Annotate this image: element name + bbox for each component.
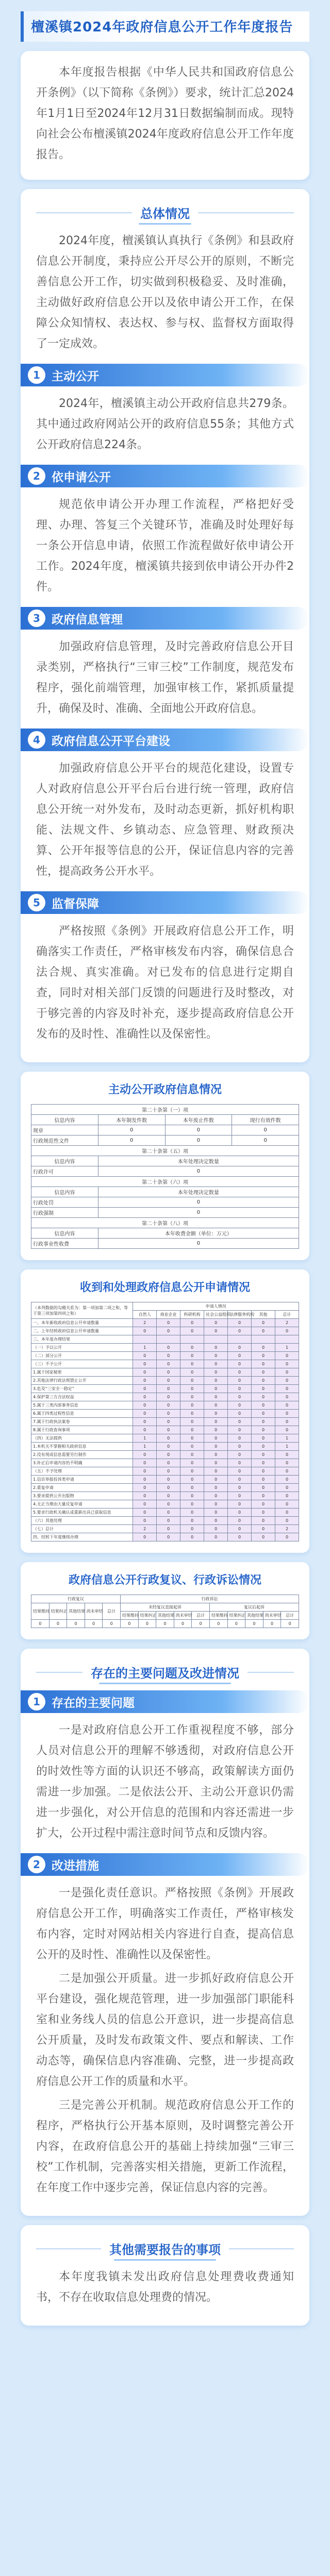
- table-row: 2.其他法律行政法规禁止公开 0 0 0 0 0 0 0: [31, 1377, 299, 1385]
- other-text: 本年度我镇未发出政府信息处理费收费通知书，不存在收取信息处理费的情况。: [36, 2270, 294, 2304]
- table-row: 三、本年度办理结果: [31, 1335, 299, 1344]
- table-row: （六）其他处理 0 0 0 0 0 0 0: [31, 1517, 299, 1525]
- subsection-header-4: 4 政府信息公开平台建设: [21, 728, 309, 751]
- subsection-text-1: 2024年，檀溪镇主动公开政府信息共279条。其中通过政府网站公开的政府信息55条；其他方式公开政府信息224条。: [36, 397, 294, 451]
- table-row: （五）不予处理 0 0 0 0 0 0 0: [31, 1467, 299, 1476]
- subsection-text-3: 加强政府信息管理，及时完善政府信息公开目录类别，严格执行“三审三校”工作制度，规范发布程序，强化前端管理，加强审核工作，紧抓质量提升，确保及时、准确、全面地公开政府信息。: [36, 640, 294, 715]
- table-row: （一）予以公开 1 0 0 0 0 0 1: [31, 1344, 299, 1352]
- improve-text-2: 二是加强公开质量。进一步抓好政府信息公开平台建设，强化规范管理，进一步加强部门职能科室和业务线人员的信息公开意识，进一步提高信息公开质量，及时发布政策文件、要点和解读、工作动态等，确保信息内容准确、完整，进一步提高政府信息公开工作的质量和水平。: [36, 1972, 294, 2088]
- subsection-header-1: 1 主动公开: [21, 364, 309, 386]
- intro-card: [21, 51, 309, 180]
- table-row: 2.重复申请 0 0 0 0 0 0 0: [31, 1484, 299, 1492]
- problems-subheader-1: 1 存在的主要问题: [21, 1690, 309, 1713]
- table-row: （四）无法提供 1 0 0 0 0 0 1: [31, 1434, 299, 1443]
- table-row: 3.危及“三安全一稳定” 0 0 0 0 0 0 0: [31, 1385, 299, 1393]
- table-row: 3.补正后申请内容仍不明确 0 0 0 0 0 0 0: [31, 1459, 299, 1467]
- table-row: 7.属于行政执法案卷 0 0 0 0 0 0 0: [31, 1418, 299, 1426]
- table1: 第二十条第（一）项 信息内容 本年制发件数 本年废止件数 现行有效件数 规章 0 0 0 行政规范性文件 0 0 0 第二十条第（五）项 信息内容 本年处理决定数量 行政许可 0 第二十条第（六）项 信息内容 本年处理决定数量 行政处罚 0 行政强制 0 第二十条第（八）项 信息内容 本年收费金额（单位：万元） 行政事业性收费 0: [31, 1104, 299, 1249]
- table-row: 5.属于三类内部事务信息 0 0 0 0 0 0 0: [31, 1401, 299, 1410]
- subsection-text-5: 严格按照《条例》开展政府信息公开工作，明确落实工作责任，严格审核发布内容，确保信息合法合规、真实准确。对已发布的信息进行定期自查，同时对相关部门反馈的问题进行及时整改，对于够完善的内容及时补充，逐步提高政府信息公开发布的及时性、准确性以及保密性。: [36, 925, 294, 1041]
- table-row: 2.没有现成信息需要另行制作 0 0 0 0 0 0 0: [31, 1451, 299, 1459]
- report-page: [0, 11, 330, 2346]
- table-row: 4.无正当理由大量反复申请 0 0 0 0 0 0 0: [31, 1500, 299, 1509]
- other-heading: 其他需要报告的事项: [36, 2240, 294, 2258]
- page-title: 檀溪镇2024年政府信息公开工作年度报告: [21, 11, 309, 42]
- table-row: 一、本年新收政府信息公开申请数量 2 0 0 0 0 0 2: [31, 1319, 299, 1327]
- intro-text: 本年度报告根据《中华人民共和国政府信息公开条例》（以下简称《条例》）要求，统计汇总2024年1月1日至2024年12月31日数据编制而成。现特向社会公布檀溪镇2024年度政府信息公开工作年度报告。: [36, 66, 294, 161]
- other-card: [21, 2225, 309, 2326]
- improve-text-3: 三是完善公开机制。规范政府信息公开工作的程序，严格执行公开基本原则，及时调整完善公开内容，在政府信息公开的基础上持续加强“三审三校”工作机制，完善落实相关措施，更新工作流程，在年度工作中逐步完善，保证信息内容的完善。: [36, 2099, 294, 2194]
- subsection-text-2: 规范依申请公开办理工作流程，严格把好受理、办理、答复三个关键环节，准确及时处理好每一条公开信息申请，依照工作流程做好依申请公开工作。2024年度，檀溪镇共接到依申请公开办件2件。: [36, 498, 294, 594]
- subsection-header-5: 5 监督保障: [21, 891, 309, 914]
- problems-text-1: 一是对政府信息公开工作重视程度不够，部分人员对信息公开的理解不够透彻，对政府信息公开的时效性等方面的认识还不够高，政策解读方面仍需进一步加强。二是依法公开、主动公开意识仍需进一步强化，对公开信息的范围和内容还需进一步扩大，公开过程中需注意时间节点和反馈内容。: [36, 1724, 294, 1840]
- problems-subheader-2: 2 改进措施: [21, 1853, 309, 1876]
- table-row: 四、结转下年度继续办理 0 0 0 0 0 0 0: [31, 1533, 299, 1541]
- subsection-text-4: 加强政府信息公开平台的规范化建设，设置专人对政府信息公开平台后台进行统一管理，政府信息公开统一对外发布，及时动态更新，抓好机构职能、法规文件、乡镇动态、应急管理、财政预决算、公开年报等信息的公开，保证信息内容的完善性，提高政务公开水平。: [36, 762, 294, 878]
- table-row: 3.要求提供公开出版物 0 0 0 0 0 0 0: [31, 1492, 299, 1500]
- table-row: 二、上年结转政府信息公开申请数量 0 0 0 0 0 0 0: [31, 1327, 299, 1335]
- problems-heading: 存在的主要问题及改进情况: [36, 1663, 294, 1681]
- overview-text: 2024年度，檀溪镇认真执行《条例》和县政府信息公开制度，秉持应公开尽公开的原则，不断完善信息公开工作，切实做到积极稳妥、及时准确，主动做好政府信息公开以及依申请公开工作，在保障公众知情权、表达权、参与权、监督权方面取得了一定成效。: [36, 234, 294, 350]
- subsection-header-3: 3 政府信息管理: [21, 607, 309, 630]
- table1-title: 主动公开政府信息情况: [108, 1083, 222, 1096]
- table-row: （二）部分公开 0 0 0 0 0 0 0: [31, 1352, 299, 1360]
- table3-section: [21, 1562, 309, 1639]
- table-row: 6.属于四类过程性信息 0 0 0 0 0 0 0: [31, 1410, 299, 1418]
- table-row: 1.信访举报投诉类申请 0 0 0 0 0 0 0: [31, 1476, 299, 1484]
- table-row: （七）总计 2 0 0 0 0 0 2: [31, 1525, 299, 1533]
- overview-heading: 总体情况: [36, 204, 294, 222]
- table-row: 1.本机关不掌握相关政府信息 1 0 0 0 0 0 1: [31, 1443, 299, 1451]
- table2-section: [21, 1269, 309, 1553]
- problems-card: [21, 1649, 309, 2216]
- table-row: 1.属于国家秘密 0 0 0 0 0 0 0: [31, 1368, 299, 1377]
- table-row: （三）不予公开 0 0 0 0 0 0 0: [31, 1360, 299, 1368]
- table1-section: [21, 1072, 309, 1260]
- improve-text-1: 一是强化责任意识。严格按照《条例》开展政府信息公开工作，明确落实工作责任，严格审核发布内容，定时对网站相关内容进行自查，提高信息公开的及时性、准确性以及保密性。: [36, 1887, 294, 1961]
- table-row: 4.保护第三方合法权益 0 0 0 0 0 0 0: [31, 1393, 299, 1401]
- subsection-header-2: 2 依申请公开: [21, 465, 309, 487]
- table-row: 5.要求行政机关确认或重新出具已获取信息 0 0 0 0 0 0 0: [31, 1509, 299, 1517]
- table2: （本列数据的勾稽关系为：第一项加第二项之和，等于第三项加第四项之和） 申请人情况 自然人 商业企业 科研机构 社会公益组织 法律服务机构 其他 总计 一、本年新收政府信息公开申请数量 2 0 0 0 0 0 2 二、上年结转政府信息公开申请数量 0 0 0 0 0 0 0 三、本年度办理结果 （一）予以公开 1 0 0 0 0 0 1 （二）部分公开 0 0 0 0 0 0 0 （三）不予公开 0 0 0 0 0 0 0 1.属于国家秘密 0 0 0 0 0 0 0 2.其他法律行政法规禁止公开 0 0 0 0 0 0 0 3.危及“三安全一稳定” 0 0 0 0 0 0 0 4.保护第三方合法权益 0 0 0 0 0 0 0 5.属于三类内部事务信息 0 0 0 0 0 0 0 6.属于四类过程性信息 0 0 0 0 0 0 0 7.属于行政执法案卷 0 0 0 0 0 0 0 8.属于行政查询事项 0 0 0 0 0 0 0 （四）无法提供 1 0 0 0 0 0 1 1.本机关不掌握相关政府信息 1 0 0 0 0 0 1 2.没有现成信息需要另行制作 0 0 0 0 0 0 0 3.补正后申请内容仍不明确 0 0 0 0 0 0 0 （五）不予处理 0 0 0 0 0 0 0 1.信访举报投诉类申请 0 0 0 0 0 0 0 2.重复申请 0 0 0 0 0 0 0 3.要求提供公开出版物 0 0 0 0 0 0 0 4.无正当理由大量反复申请 0 0 0 0 0 0 0 5.要求行政机关确认或重新出具已获取信息 0 0 0 0 0 0 0 （六）其他处理 0 0 0 0 0 0 0 （七）总计 2 0 0 0 0 0 2 四、结转下年度继续办理 0 0 0 0 0 0 0: [31, 1302, 299, 1541]
- table2-title: 收到和处理政府信息公开申请情况: [79, 1281, 250, 1294]
- overview-card: [21, 189, 309, 1062]
- table3: 行政复议 行政诉讼 结果维持 结果纠正 其他结果 尚未审结 总计 未经复议直接起诉 复议后起诉 结果维持 结果纠正 其他结果 尚未审结 总计 结果维持 结果纠正 其他结果 尚未审结 总计 0 0 0 0 0 0 0 0 0 0 0 0 0 0 0: [31, 1595, 299, 1628]
- table-row: 8.属于行政查询事项 0 0 0 0 0 0 0: [31, 1426, 299, 1434]
- table3-title: 政府信息公开行政复议、行政诉讼情况: [68, 1574, 261, 1587]
